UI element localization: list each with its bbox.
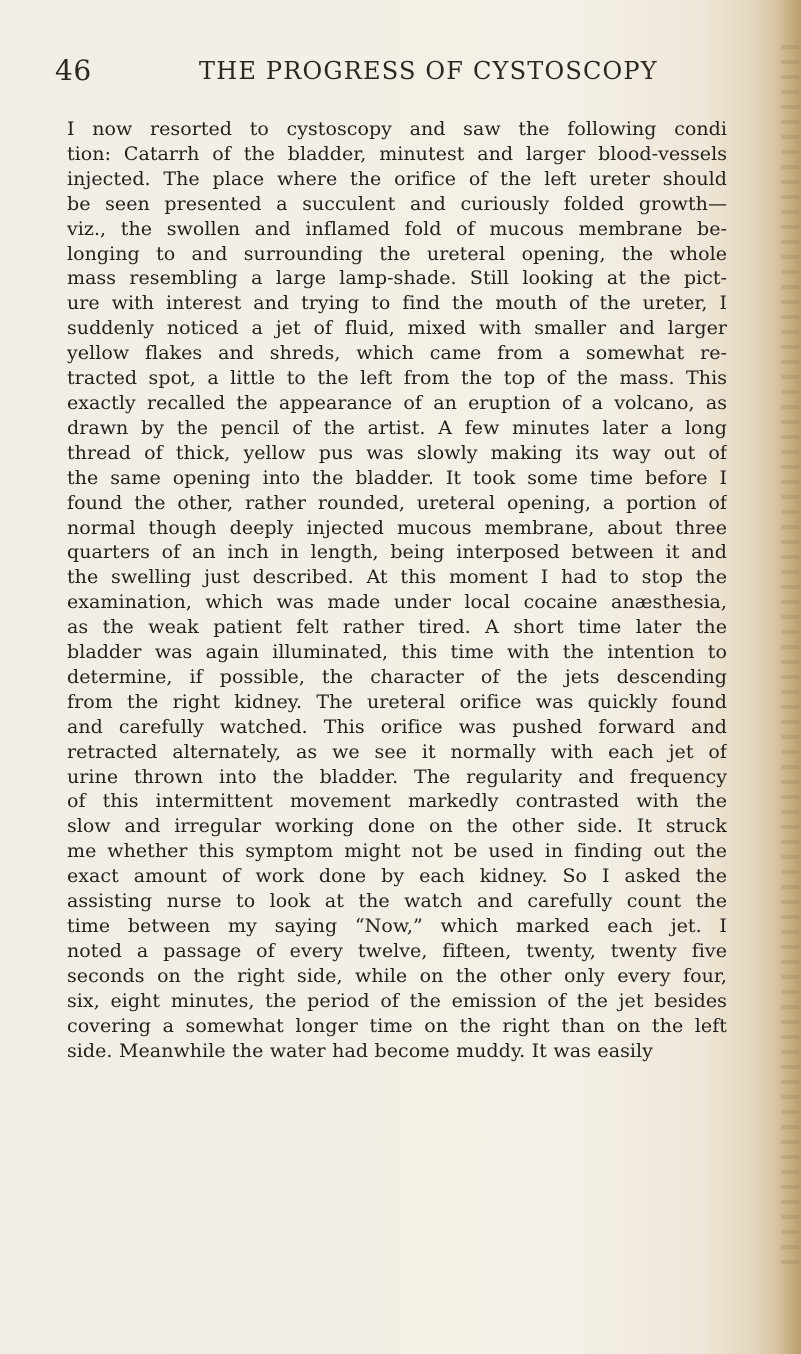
text-line: yellow flakes and shreds, which came from a somewhat re- bbox=[67, 342, 727, 365]
page-header bbox=[55, 54, 718, 88]
text-line: urine thrown into the bladder. The regularity and frequency bbox=[67, 765, 727, 788]
text-line: covering a somewhat longer time on the right than on the left bbox=[67, 1014, 727, 1037]
text-line: the swelling just described. At this moment I had to stop the bbox=[67, 566, 727, 589]
text-line: of this intermittent movement markedly contrasted with the bbox=[67, 790, 727, 813]
text-line: and carefully watched. This orifice was pushed forward and bbox=[67, 715, 727, 738]
page-edge-shadow bbox=[757, 0, 801, 1354]
text-line: as the weak patient felt rather tired. A short time later the bbox=[67, 616, 727, 639]
text-line: be seen presented a succulent and curiously folded growth— bbox=[67, 192, 727, 215]
text-line: tion: Catarrh of the bladder, minutest and larger blood-vessels bbox=[67, 142, 727, 165]
body-text bbox=[67, 117, 727, 1063]
text-line: exactly recalled the appearance of an eruption of a volcano, as bbox=[67, 391, 727, 414]
text-line: quarters of an inch in length, being interposed between it and bbox=[67, 541, 727, 564]
text-line: injected. The place where the orifice of the left ureter should bbox=[67, 167, 727, 190]
text-line: exact amount of work done by each kidney. So I asked the bbox=[67, 865, 727, 888]
text-line: longing to and surrounding the ureteral opening, the whole bbox=[67, 242, 727, 265]
text-line: time between my saying “Now,” which marked each jet. I bbox=[67, 915, 727, 937]
text-line: noted a passage of every twelve, fifteen, twenty, twenty five bbox=[67, 939, 727, 962]
text-line: I now resorted to cystoscopy and saw the following condi bbox=[67, 118, 727, 140]
text-line: determine, if possible, the character of the jets descending bbox=[67, 665, 727, 688]
text-line: mass resembling a large lamp-shade. Still looking at the pict- bbox=[67, 267, 727, 290]
text-line: retracted alternately, as we see it normally with each jet of bbox=[67, 740, 727, 763]
text-line: me whether this symptom might not be used in finding out the bbox=[67, 840, 727, 863]
page-number: 46 bbox=[55, 54, 92, 87]
text-line: assisting nurse to look at the watch and carefully count the bbox=[67, 890, 727, 913]
text-line: thread of thick, yellow pus was slowly making its way out of bbox=[67, 441, 727, 464]
text-line: the same opening into the bladder. It took some time before I bbox=[67, 466, 727, 489]
running-head: THE PROGRESS OF CYSTOSCOPY bbox=[199, 57, 658, 85]
text-line: drawn by the pencil of the artist. A few minutes later a long bbox=[67, 416, 727, 439]
text-line: normal though deeply injected mucous membrane, about three bbox=[67, 516, 727, 539]
text-line: seconds on the right side, while on the other only every four, bbox=[67, 964, 727, 987]
text-line: suddenly noticed a jet of fluid, mixed with smaller and larger bbox=[67, 317, 727, 340]
text-line: slow and irregular working done on the other side. It struck bbox=[67, 815, 727, 838]
text-line: bladder was again illuminated, this time with the intention to bbox=[67, 641, 727, 664]
text-line: tracted spot, a little to the left from the top of the mass. This bbox=[67, 367, 727, 390]
text-line: ure with interest and trying to find the mouth of the ureter, I bbox=[67, 292, 727, 315]
text-line: from the right kidney. The ureteral orifice was quickly found bbox=[67, 690, 727, 713]
text-line: examination, which was made under local cocaine anæsthesia, bbox=[67, 591, 727, 614]
text-line: side. Meanwhile the water had become muddy. It was easily bbox=[67, 1039, 653, 1062]
text-line: viz., the swollen and inflamed fold of mucous membrane be- bbox=[67, 217, 727, 240]
text-line: six, eight minutes, the period of the emission of the jet besides bbox=[67, 989, 727, 1012]
text-line: found the other, rather rounded, ureteral opening, a portion of bbox=[67, 491, 727, 514]
